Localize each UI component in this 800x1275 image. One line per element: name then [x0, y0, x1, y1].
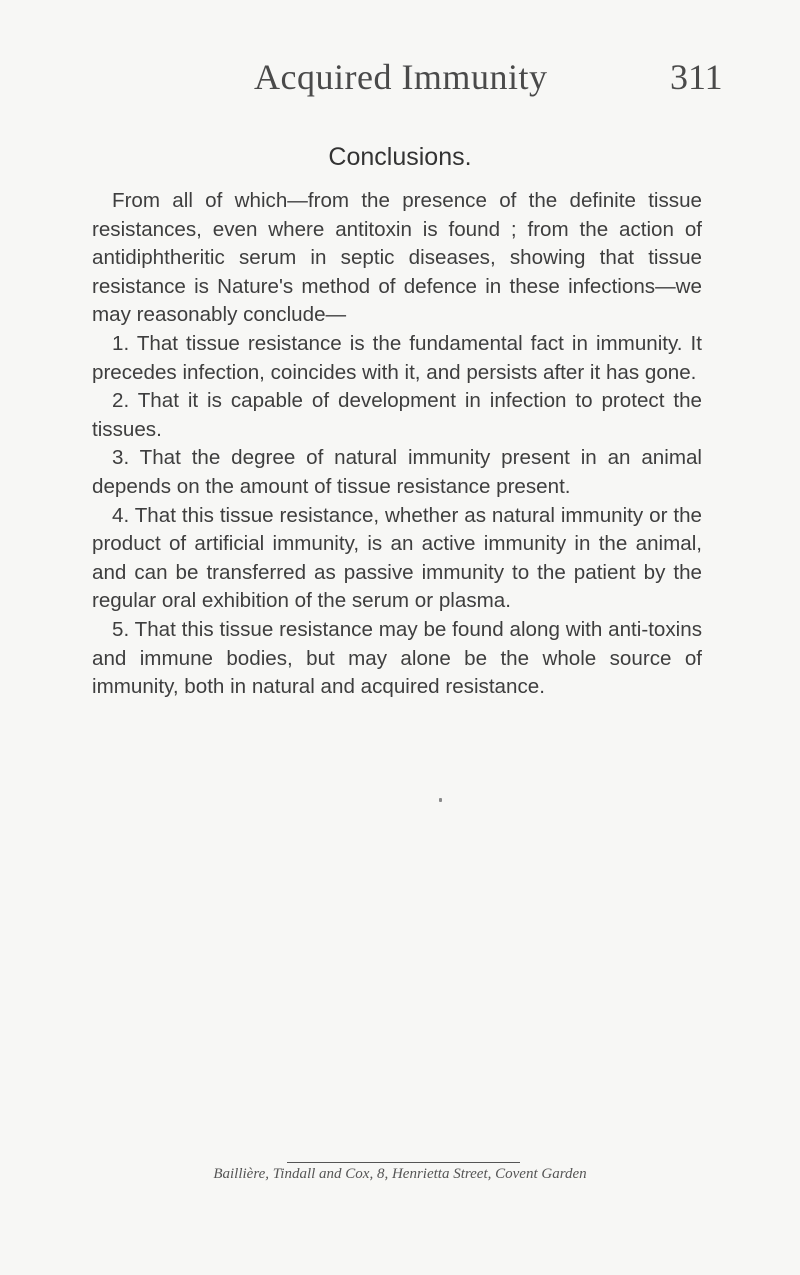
ink-speck [439, 798, 442, 802]
conclusion-item-1: 1. That tissue resistance is the fundamental fact in immunity. It precedes infection, coincides with it, and persists after it has gone. [92, 331, 702, 384]
footer-rule [287, 1162, 520, 1163]
intro-paragraph: From all of which—from the presence of the definite tissue resistances, even where antitoxin is found ; from the action of antidiphtheritic serum in septic diseases, showing that tissue resistance is Nature's method of defence in these infections—we may reasonably conclude— [92, 189, 702, 327]
running-title: Acquired Immunity [254, 57, 548, 97]
page-number: 311 [670, 57, 723, 97]
body-text [92, 187, 702, 702]
conclusion-item-2: 2. That it is capable of development in infection to protect the tissues. [92, 389, 702, 441]
running-head [0, 56, 800, 102]
conclusion-item-3: 3. That the degree of natural immunity present in an animal depends on the amount of tissue resistance present. [92, 446, 702, 498]
conclusion-item-4: 4. That this tissue resistance, whether as natural immunity or the product of artificial immunity, is an active immunity in the animal, and can be transferred as passive immunity to the patient by the regular oral exhibition of the serum or plasma. [92, 503, 702, 613]
section-heading: Conclusions. [328, 143, 472, 171]
conclusion-item-5: 5. That this tissue resistance may be found along with anti-toxins and immune bodies, but may alone be the whole source of immunity, both in natural and acquired resistance. [92, 617, 702, 699]
publisher-imprint: Baillière, Tindall and Cox, 8, Henrietta Street, Covent Garden [213, 1166, 587, 1182]
